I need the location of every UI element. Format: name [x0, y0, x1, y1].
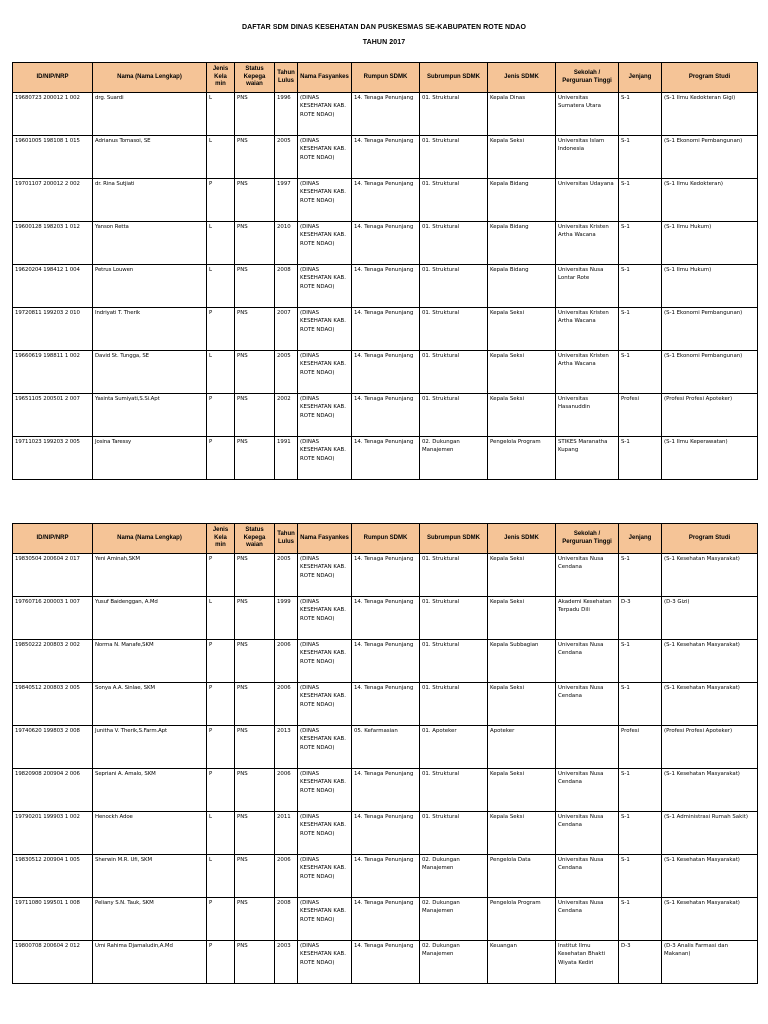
cell-tahun-lulus: 2010 — [275, 222, 298, 265]
cell-jenjang: D-3 — [619, 941, 662, 984]
cell-id: 19850222 200803 2 002 — [13, 640, 93, 683]
cell-jenis-sdmk: Pengelola Program — [488, 437, 556, 480]
cell-fasyankes: (DINAS KESEHATAN KAB. ROTE NDAO) — [298, 222, 352, 265]
cell-jenis-sdmk: Pengelola Data — [488, 855, 556, 898]
cell-fasyankes: (DINAS KESEHATAN KAB. ROTE NDAO) — [298, 437, 352, 480]
cell-sekolah: Universitas Nusa Cendana — [556, 769, 619, 812]
cell-subrumpun: 01. Struktural — [420, 640, 488, 683]
table-row — [13, 726, 758, 769]
cell-rumpun: 14. Tenaga Penunjang — [352, 136, 420, 179]
cell-status: PNS — [235, 898, 275, 941]
cell-sekolah: Universitas Sumatera Utara — [556, 93, 619, 136]
cell-status: PNS — [235, 812, 275, 855]
cell-nama: Henockh Adoe — [93, 812, 207, 855]
col-header-program-studi: Program Studi — [662, 524, 758, 554]
table-row — [13, 898, 758, 941]
cell-nama: Adrianus Tomasoi, SE — [93, 136, 207, 179]
cell-jenjang: S-1 — [619, 640, 662, 683]
col-header-subrumpun: Subrumpun SDMK — [420, 524, 488, 554]
cell-fasyankes: (DINAS KESEHATAN KAB. ROTE NDAO) — [298, 726, 352, 769]
cell-tahun-lulus: 2013 — [275, 726, 298, 769]
cell-sekolah: Universitas Nusa Cendana — [556, 855, 619, 898]
col-header-sekolah: Sekolah / Perguruan Tinggi — [556, 63, 619, 93]
cell-status: PNS — [235, 308, 275, 351]
cell-rumpun: 14. Tenaga Penunjang — [352, 351, 420, 394]
cell-jenis-sdmk: Kepala Seksi — [488, 351, 556, 394]
cell-subrumpun: 01. Struktural — [420, 222, 488, 265]
col-header-rumpun: Rumpun SDMK — [352, 524, 420, 554]
cell-nama: Yeni Aminah,SKM — [93, 554, 207, 597]
cell-sekolah: Institut Ilmu Kesehatan Bhakti Wiyata Kediri — [556, 941, 619, 984]
cell-id: 19601005 198108 1 015 — [13, 136, 93, 179]
cell-jenis-sdmk: Keuangan — [488, 941, 556, 984]
cell-fasyankes: (DINAS KESEHATAN KAB. ROTE NDAO) — [298, 136, 352, 179]
cell-fasyankes: (DINAS KESEHATAN KAB. ROTE NDAO) — [298, 93, 352, 136]
cell-jenjang: S-1 — [619, 179, 662, 222]
table-row — [13, 93, 758, 136]
cell-jenis-sdmk: Kepala Seksi — [488, 554, 556, 597]
cell-program-studi: (S-1 Kesehatan Masyarakat) — [662, 640, 758, 683]
cell-subrumpun: 01. Struktural — [420, 812, 488, 855]
document-title: DAFTAR SDM DINAS KESEHATAN DAN PUSKESMAS SE-KABUPATEN ROTE NDAO — [241, 24, 527, 31]
cell-program-studi: (S-1 Ekonomi Pembangunan) — [662, 308, 758, 351]
cell-jenis-kelamin: P — [207, 394, 235, 437]
table-row — [13, 437, 758, 480]
cell-sekolah: Universitas Nusa Lontar Rote — [556, 265, 619, 308]
cell-sekolah: Universitas Nusa Cendana — [556, 898, 619, 941]
cell-jenjang: S-1 — [619, 265, 662, 308]
cell-rumpun: 14. Tenaga Penunjang — [352, 179, 420, 222]
table-row — [13, 640, 758, 683]
cell-tahun-lulus: 2006 — [275, 769, 298, 812]
cell-jenjang: S-1 — [619, 136, 662, 179]
cell-fasyankes: (DINAS KESEHATAN KAB. ROTE NDAO) — [298, 308, 352, 351]
cell-jenis-kelamin: L — [207, 265, 235, 308]
document-subtitle: TAHUN 2017 — [362, 39, 406, 46]
col-header-fasyankes: Nama Fasyankes — [298, 63, 352, 93]
cell-jenis-kelamin: P — [207, 640, 235, 683]
cell-jenis-sdmk: Kepala Seksi — [488, 812, 556, 855]
col-header-id: ID/NIP/NRP — [13, 524, 93, 554]
cell-status: PNS — [235, 351, 275, 394]
cell-status: PNS — [235, 597, 275, 640]
cell-rumpun: 14. Tenaga Penunjang — [352, 941, 420, 984]
cell-jenis-kelamin: P — [207, 308, 235, 351]
cell-jenjang: S-1 — [619, 898, 662, 941]
cell-id: 19720811 199203 2 010 — [13, 308, 93, 351]
cell-status: PNS — [235, 222, 275, 265]
cell-rumpun: 14. Tenaga Penunjang — [352, 855, 420, 898]
cell-rumpun: 14. Tenaga Penunjang — [352, 308, 420, 351]
cell-fasyankes: (DINAS KESEHATAN KAB. ROTE NDAO) — [298, 554, 352, 597]
cell-tahun-lulus: 2003 — [275, 941, 298, 984]
cell-jenjang: D-3 — [619, 597, 662, 640]
sdm-table-2 — [12, 523, 758, 984]
col-header-nama: Nama (Nama Lengkap) — [93, 524, 207, 554]
cell-tahun-lulus: 2006 — [275, 640, 298, 683]
cell-jenis-sdmk: Kepala Seksi — [488, 597, 556, 640]
cell-program-studi: (D-3 Analis Farmasi dan Makanan) — [662, 941, 758, 984]
cell-status: PNS — [235, 640, 275, 683]
cell-program-studi: (S-1 Kesehatan Masyarakat) — [662, 898, 758, 941]
cell-nama: Umi Rahima Djamaludin,A.Md — [93, 941, 207, 984]
cell-tahun-lulus: 2008 — [275, 898, 298, 941]
cell-sekolah: Akademi Kesehatan Terpadu Dili — [556, 597, 619, 640]
cell-sekolah: Universitas Kristen Artha Wacana — [556, 308, 619, 351]
cell-jenis-kelamin: P — [207, 179, 235, 222]
cell-status: PNS — [235, 136, 275, 179]
cell-nama: David St. Tungga, SE — [93, 351, 207, 394]
col-header-status: Status Kepega waian — [235, 63, 275, 93]
cell-jenjang: S-1 — [619, 812, 662, 855]
cell-jenjang: S-1 — [619, 554, 662, 597]
cell-id: 19600128 198203 1 012 — [13, 222, 93, 265]
col-header-nama: Nama (Nama Lengkap) — [93, 63, 207, 93]
cell-id: 19840512 200803 2 005 — [13, 683, 93, 726]
cell-program-studi: (S-1 Kesehatan Masyarakat) — [662, 683, 758, 726]
cell-fasyankes: (DINAS KESEHATAN KAB. ROTE NDAO) — [298, 769, 352, 812]
cell-jenis-sdmk: Kepala Bidang — [488, 222, 556, 265]
table-row — [13, 308, 758, 351]
cell-rumpun: 14. Tenaga Penunjang — [352, 437, 420, 480]
cell-program-studi: (S-1 Ilmu Keperawatan) — [662, 437, 758, 480]
cell-rumpun: 14. Tenaga Penunjang — [352, 898, 420, 941]
cell-id: 19620204 198412 1 004 — [13, 265, 93, 308]
cell-rumpun: 14. Tenaga Penunjang — [352, 554, 420, 597]
cell-tahun-lulus: 2007 — [275, 308, 298, 351]
cell-sekolah: Universitas Nusa Cendana — [556, 640, 619, 683]
cell-rumpun: 14. Tenaga Penunjang — [352, 222, 420, 265]
table-body-2 — [13, 554, 758, 984]
cell-id: 19760716 200003 1 007 — [13, 597, 93, 640]
cell-sekolah: STIKES Maranatha Kupang — [556, 437, 619, 480]
cell-subrumpun: 01. Struktural — [420, 554, 488, 597]
col-header-sekolah: Sekolah / Perguruan Tinggi — [556, 524, 619, 554]
cell-subrumpun: 01. Struktural — [420, 394, 488, 437]
cell-fasyankes: (DINAS KESEHATAN KAB. ROTE NDAO) — [298, 394, 352, 437]
cell-status: PNS — [235, 179, 275, 222]
cell-id: 19711023 199203 2 005 — [13, 437, 93, 480]
col-header-jenis-kelamin: Jenis Kela min — [207, 63, 235, 93]
cell-id: 19740620 199803 2 008 — [13, 726, 93, 769]
header-row — [13, 63, 758, 93]
cell-sekolah: Universitas Hasanuddin — [556, 394, 619, 437]
cell-jenis-sdmk: Kepala Seksi — [488, 394, 556, 437]
cell-id: 19701107 200012 2 002 — [13, 179, 93, 222]
cell-nama: Norma N. Manafe,SKM — [93, 640, 207, 683]
col-header-subrumpun: Subrumpun SDMK — [420, 63, 488, 93]
table-row — [13, 683, 758, 726]
cell-nama: Indriyati T. Therik — [93, 308, 207, 351]
cell-tahun-lulus: 1997 — [275, 179, 298, 222]
cell-program-studi: (S-1 Ilmu Kedokteran Gigi) — [662, 93, 758, 136]
cell-sekolah: Universitas Nusa Cendana — [556, 554, 619, 597]
cell-subrumpun: 02. Dukungan Manajemen — [420, 898, 488, 941]
cell-jenis-kelamin: L — [207, 855, 235, 898]
cell-fasyankes: (DINAS KESEHATAN KAB. ROTE NDAO) — [298, 597, 352, 640]
cell-status: PNS — [235, 683, 275, 726]
cell-id: 19680723 200012 1 002 — [13, 93, 93, 136]
cell-jenis-kelamin: P — [207, 437, 235, 480]
cell-subrumpun: 01. Struktural — [420, 351, 488, 394]
cell-id: 19711080 199501 1 008 — [13, 898, 93, 941]
cell-jenis-kelamin: P — [207, 554, 235, 597]
table-body-1 — [13, 93, 758, 480]
cell-sekolah: Universitas Nusa Cendana — [556, 812, 619, 855]
cell-tahun-lulus: 2011 — [275, 812, 298, 855]
table-row — [13, 351, 758, 394]
cell-program-studi: (S-1 Kesehatan Masyarakat) — [662, 769, 758, 812]
col-header-tahun-lulus: Tahun Lulus — [275, 63, 298, 93]
cell-rumpun: 14. Tenaga Penunjang — [352, 265, 420, 308]
cell-id: 19820908 200904 2 006 — [13, 769, 93, 812]
cell-jenis-sdmk: Kepala Seksi — [488, 683, 556, 726]
cell-id: 19790201 199903 1 002 — [13, 812, 93, 855]
cell-jenis-kelamin: L — [207, 597, 235, 640]
cell-nama: Petrus Louwen — [93, 265, 207, 308]
cell-status: PNS — [235, 554, 275, 597]
cell-jenis-kelamin: P — [207, 941, 235, 984]
cell-program-studi: (D-3 Gizi) — [662, 597, 758, 640]
cell-id: 19830512 200904 1 005 — [13, 855, 93, 898]
cell-tahun-lulus: 2002 — [275, 394, 298, 437]
col-header-rumpun: Rumpun SDMK — [352, 63, 420, 93]
table-row — [13, 812, 758, 855]
cell-fasyankes: (DINAS KESEHATAN KAB. ROTE NDAO) — [298, 941, 352, 984]
col-header-program-studi: Program Studi — [662, 63, 758, 93]
cell-subrumpun: 01. Struktural — [420, 93, 488, 136]
cell-tahun-lulus: 2005 — [275, 136, 298, 179]
cell-tahun-lulus: 2006 — [275, 855, 298, 898]
cell-id: 19651105 200501 2 007 — [13, 394, 93, 437]
col-header-jenjang: Jenjang — [619, 524, 662, 554]
cell-status: PNS — [235, 769, 275, 812]
cell-fasyankes: (DINAS KESEHATAN KAB. ROTE NDAO) — [298, 265, 352, 308]
cell-status: PNS — [235, 93, 275, 136]
cell-nama: Josina Taressy — [93, 437, 207, 480]
cell-jenis-sdmk: Kepala Seksi — [488, 769, 556, 812]
cell-jenis-kelamin: L — [207, 351, 235, 394]
cell-jenjang: Profesi — [619, 726, 662, 769]
col-header-status: Status Kepega waian — [235, 524, 275, 554]
cell-status: PNS — [235, 726, 275, 769]
cell-status: PNS — [235, 265, 275, 308]
table-row — [13, 597, 758, 640]
cell-sekolah — [556, 726, 619, 769]
cell-program-studi: (S-1 Ekonomi Pembangunan) — [662, 351, 758, 394]
cell-tahun-lulus: 2006 — [275, 683, 298, 726]
cell-jenis-sdmk: Apoteker — [488, 726, 556, 769]
cell-nama: Yusuf Baidenggan, A.Md — [93, 597, 207, 640]
cell-jenis-kelamin: P — [207, 769, 235, 812]
cell-jenjang: S-1 — [619, 437, 662, 480]
cell-jenjang: S-1 — [619, 308, 662, 351]
cell-jenis-kelamin: L — [207, 93, 235, 136]
table-row — [13, 554, 758, 597]
cell-subrumpun: 01. Struktural — [420, 769, 488, 812]
cell-jenis-sdmk: Kepala Bidang — [488, 265, 556, 308]
cell-program-studi: (S-1 Ekonomi Pembangunan) — [662, 136, 758, 179]
cell-fasyankes: (DINAS KESEHATAN KAB. ROTE NDAO) — [298, 812, 352, 855]
cell-subrumpun: 01. Struktural — [420, 179, 488, 222]
cell-sekolah: Universitas Nusa Cendana — [556, 683, 619, 726]
cell-fasyankes: (DINAS KESEHATAN KAB. ROTE NDAO) — [298, 640, 352, 683]
cell-jenjang: Profesi — [619, 394, 662, 437]
cell-rumpun: 14. Tenaga Penunjang — [352, 683, 420, 726]
col-header-jenis-sdmk: Jenis SDMK — [488, 524, 556, 554]
cell-subrumpun: 01. Struktural — [420, 308, 488, 351]
cell-program-studi: (S-1 Kesehatan Masyarakat) — [662, 554, 758, 597]
cell-nama: Yanson Retta — [93, 222, 207, 265]
cell-program-studi: (S-1 Ilmu Hukum) — [662, 265, 758, 308]
cell-fasyankes: (DINAS KESEHATAN KAB. ROTE NDAO) — [298, 179, 352, 222]
cell-jenjang: S-1 — [619, 222, 662, 265]
cell-nama: drg. Suardi — [93, 93, 207, 136]
col-header-jenjang: Jenjang — [619, 63, 662, 93]
cell-jenjang: S-1 — [619, 855, 662, 898]
cell-tahun-lulus: 1991 — [275, 437, 298, 480]
cell-nama: Sepriani A. Amalo, SKM — [93, 769, 207, 812]
cell-jenis-sdmk: Kepala Seksi — [488, 136, 556, 179]
cell-program-studi: (S-1 Ilmu Kedokteran) — [662, 179, 758, 222]
col-header-jenis-kelamin: Jenis Kela min — [207, 524, 235, 554]
cell-fasyankes: (DINAS KESEHATAN KAB. ROTE NDAO) — [298, 898, 352, 941]
cell-subrumpun: 01. Struktural — [420, 136, 488, 179]
cell-rumpun: 14. Tenaga Penunjang — [352, 394, 420, 437]
cell-program-studi: (Profesi Profesi Apoteker) — [662, 726, 758, 769]
cell-fasyankes: (DINAS KESEHATAN KAB. ROTE NDAO) — [298, 351, 352, 394]
cell-nama: Sherwin M.R. Ufi, SKM — [93, 855, 207, 898]
cell-rumpun: 14. Tenaga Penunjang — [352, 812, 420, 855]
cell-program-studi: (Profesi Profesi Apoteker) — [662, 394, 758, 437]
header-row — [13, 524, 758, 554]
cell-subrumpun: 02. Dukungan Manajemen — [420, 437, 488, 480]
sdm-table-1 — [12, 62, 758, 480]
cell-tahun-lulus: 1999 — [275, 597, 298, 640]
cell-jenis-kelamin: P — [207, 726, 235, 769]
cell-nama: dr. Rina Sutjiati — [93, 179, 207, 222]
table-row — [13, 265, 758, 308]
cell-id: 19660619 198811 1 002 — [13, 351, 93, 394]
table-row — [13, 394, 758, 437]
cell-jenjang: S-1 — [619, 93, 662, 136]
cell-rumpun: 14. Tenaga Penunjang — [352, 597, 420, 640]
table-row — [13, 769, 758, 812]
cell-id: 19830504 200604 2 017 — [13, 554, 93, 597]
table-row — [13, 855, 758, 898]
cell-nama: Junitha V. Therik,S.Farm.Apt — [93, 726, 207, 769]
cell-status: PNS — [235, 394, 275, 437]
col-header-jenis-sdmk: Jenis SDMK — [488, 63, 556, 93]
cell-jenis-kelamin: P — [207, 683, 235, 726]
table-row — [13, 941, 758, 984]
col-header-fasyankes: Nama Fasyankes — [298, 524, 352, 554]
cell-jenis-sdmk: Kepala Subbagian — [488, 640, 556, 683]
cell-jenis-kelamin: P — [207, 898, 235, 941]
cell-subrumpun: 01. Apoteker — [420, 726, 488, 769]
cell-id: 19800708 200604 2 012 — [13, 941, 93, 984]
cell-jenjang: S-1 — [619, 769, 662, 812]
cell-rumpun: 05. Kefarmasian — [352, 726, 420, 769]
cell-tahun-lulus: 1996 — [275, 93, 298, 136]
cell-jenis-sdmk: Kepala Dinas — [488, 93, 556, 136]
cell-jenis-sdmk: Pengelola Program — [488, 898, 556, 941]
cell-tahun-lulus: 2008 — [275, 265, 298, 308]
table-row — [13, 136, 758, 179]
cell-status: PNS — [235, 941, 275, 984]
col-header-tahun-lulus: Tahun Lulus — [275, 524, 298, 554]
cell-jenis-sdmk: Kepala Seksi — [488, 308, 556, 351]
cell-sekolah: Universitas Islam Indonesia — [556, 136, 619, 179]
cell-subrumpun: 01. Struktural — [420, 683, 488, 726]
cell-subrumpun: 01. Struktural — [420, 265, 488, 308]
cell-jenis-sdmk: Kepala Bidang — [488, 179, 556, 222]
cell-rumpun: 14. Tenaga Penunjang — [352, 769, 420, 812]
cell-fasyankes: (DINAS KESEHATAN KAB. ROTE NDAO) — [298, 683, 352, 726]
cell-rumpun: 14. Tenaga Penunjang — [352, 640, 420, 683]
cell-status: PNS — [235, 855, 275, 898]
cell-program-studi: (S-1 Administrasi Rumah Sakit) — [662, 812, 758, 855]
cell-nama: Sonya A.A. Sinlae, SKM — [93, 683, 207, 726]
cell-jenjang: S-1 — [619, 683, 662, 726]
cell-subrumpun: 02. Dukungan Manajemen — [420, 941, 488, 984]
cell-jenis-kelamin: L — [207, 812, 235, 855]
cell-sekolah: Universitas Udayana — [556, 179, 619, 222]
table-row — [13, 222, 758, 265]
cell-status: PNS — [235, 437, 275, 480]
col-header-id: ID/NIP/NRP — [13, 63, 93, 93]
cell-sekolah: Universitas Kristen Artha Wacana — [556, 351, 619, 394]
cell-jenis-kelamin: L — [207, 136, 235, 179]
cell-program-studi: (S-1 Ilmu Hukum) — [662, 222, 758, 265]
table-row — [13, 179, 758, 222]
cell-tahun-lulus: 2005 — [275, 351, 298, 394]
cell-fasyankes: (DINAS KESEHATAN KAB. ROTE NDAO) — [298, 855, 352, 898]
cell-jenjang: S-1 — [619, 351, 662, 394]
cell-nama: Peliany S.N. Tauk, SKM — [93, 898, 207, 941]
cell-subrumpun: 01. Struktural — [420, 597, 488, 640]
cell-jenis-kelamin: L — [207, 222, 235, 265]
cell-subrumpun: 02. Dukungan Manajemen — [420, 855, 488, 898]
cell-program-studi: (S-1 Kesehatan Masyarakat) — [662, 855, 758, 898]
cell-rumpun: 14. Tenaga Penunjang — [352, 93, 420, 136]
cell-tahun-lulus: 2005 — [275, 554, 298, 597]
cell-nama: Yasinta Sumiyati,S.Si.Apt — [93, 394, 207, 437]
cell-sekolah: Universitas Kristen Artha Wacana — [556, 222, 619, 265]
